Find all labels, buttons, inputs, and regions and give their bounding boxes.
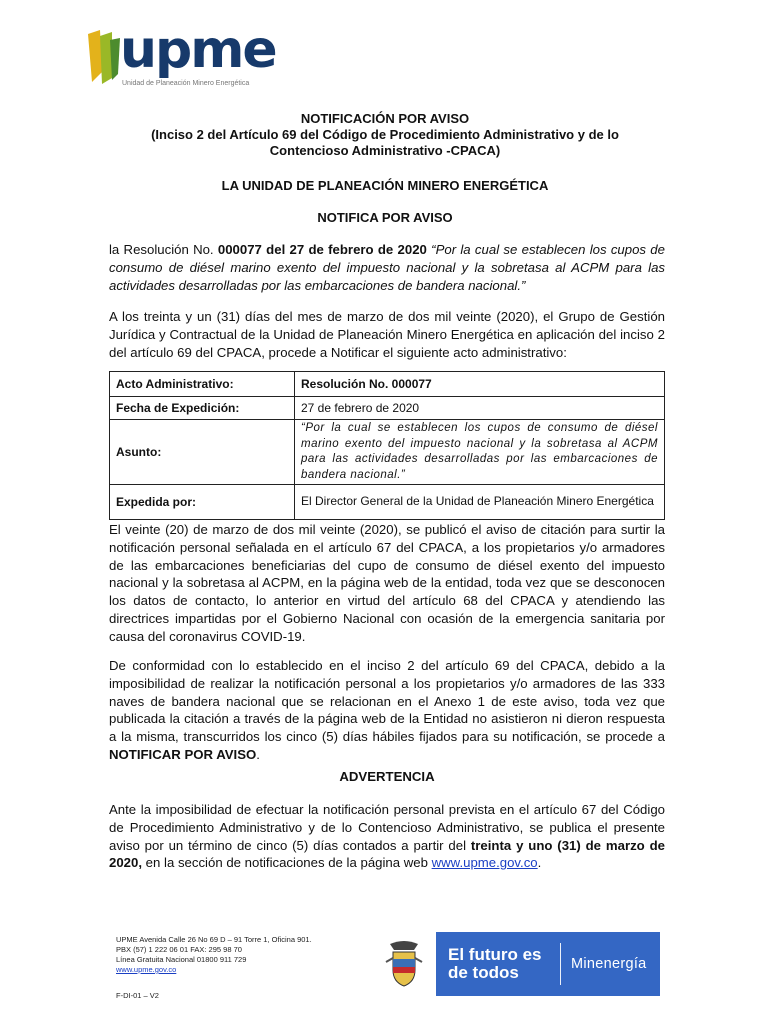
logo-subtitle: Unidad de Planeación Minero Energética	[122, 80, 250, 87]
table-value: Resolución No. 000077	[295, 372, 665, 397]
footer-web-link[interactable]: www.upme.gov.co	[116, 965, 177, 974]
conformity-text: De conformidad con lo establecido en el inciso 2 del artículo 69 del CPACA, debido a la imposibilidad de realizar la notificación personal a los propietarios y/o armadores de las 333 naves de bandera nacional que se relacionan en el Anexo 1 de este aviso, toda vez que publicada la citación a través de la página web de la Entidad no asistieron ni dieron respuesta a la misma, transcurridos los cinco (5) días hábiles fijados para su notificación, se procede a	[109, 658, 665, 745]
upme-leaf-icon	[86, 30, 122, 86]
advertencia-end: .	[537, 855, 542, 871]
table-key: Expedida por:	[110, 485, 295, 520]
conformity-paragraph	[109, 657, 665, 764]
citation-paragraph: El veinte (20) de marzo de dos mil veinte (2020), se publicó el aviso de citación para surtir la notificación personal señalada en el artículo 67 del CPACA, a los propietarios y/o armadores de las embarcaciones beneficiarias del cupo de consumo de diésel exento del impuesto nacional y la sobretasa al ACPM, en la página web de la entidad, toda vez que se desconocen los datos de contacto, lo anterior en virtud del artículo 68 del CPACA y atendiendo las directrices impartidas por el Gobierno Nacional con ocasión de la emergencia sanitaria por causa del coronavirus COVID-19.	[109, 522, 665, 644]
title-line: NOTIFICACIÓN POR AVISO	[300, 111, 470, 126]
advertencia-date: treinta y uno (31) de marzo de 2020,	[109, 837, 665, 871]
advertencia-text: Ante la imposibilidad de efectuar la notificación personal prevista en el artículo 67 del Código de Procedimiento Administrativo y de lo Contencioso Administrativo, se publica el presente aviso por un término de cinco (5) días contados a partir del	[109, 802, 665, 853]
logo-wordmark: upme	[120, 20, 276, 80]
document-title	[100, 111, 670, 159]
table-row	[110, 372, 665, 397]
footer-hotline: Línea Gratuita Nacional 01800 911 729	[116, 955, 247, 964]
resolution-paragraph	[109, 241, 665, 294]
table-key: Acto Administrativo:	[110, 372, 295, 397]
form-code: F-DI-01 – V2	[116, 991, 159, 1000]
entity-heading: LA UNIDAD DE PLANEACIÓN MINERO ENERGÉTICA	[221, 178, 549, 193]
table-row	[110, 397, 665, 420]
advertencia-paragraph	[109, 801, 665, 872]
table-row	[110, 420, 665, 485]
table-value: El Director General de la Unidad de Planeación Minero Energética	[295, 485, 665, 520]
table-row	[110, 485, 665, 520]
website-link[interactable]: www.upme.gov.co	[431, 855, 538, 871]
conformity-end: .	[256, 746, 260, 762]
colombia-coat-of-arms-icon	[372, 932, 436, 996]
resolution-title: “Por la cual se establecen los cupos de consumo de diésel marino exento del impuesto nacional y la sobretasa al ACPM para las actividades desarrolladas por las embarcaciones de bandera nacional.”	[109, 242, 665, 293]
footer-contact	[116, 935, 312, 1001]
notificar-bold: NOTIFICAR POR AVISO	[109, 746, 257, 762]
upme-logo	[86, 20, 276, 94]
intro-paragraph: A los treinta y un (31) días del mes de marzo de dos mil veinte (2020), el Grupo de Gestión Jurídica y Contractual de la Unidad de Planeación Minero Energética en aplicación del inciso 2 del artículo 69 del CPACA, procede a Notificar el siguiente acto administrativo:	[109, 309, 665, 360]
action-heading: NOTIFICA POR AVISO	[317, 210, 453, 225]
table-value: “Por la cual se establecen los cupos de consumo de diésel marino exento del impuesto nacional y la sobretasa al ACPM para las actividades desarrolladas por las embarcaciones de bandera nacional.”	[295, 420, 665, 485]
subtitle-line-2: Contencioso Administrativo -CPACA)	[269, 143, 501, 158]
table-key: Asunto:	[110, 420, 295, 485]
ministry-name: Minenergía	[571, 956, 647, 972]
advertencia-heading: ADVERTENCIA	[339, 769, 435, 784]
government-slogan: El futuro es de todos	[448, 945, 542, 982]
resolution-lead: la Resolución No.	[109, 242, 218, 257]
banner-divider	[560, 943, 561, 985]
footer-phone: PBX (57) 1 222 06 01 FAX: 295 98 70	[116, 945, 242, 954]
acto-administrativo-table	[109, 371, 665, 520]
advertencia-mid: en la sección de notificaciones de la página web	[142, 855, 432, 871]
table-value: 27 de febrero de 2020	[295, 397, 665, 420]
government-banner	[372, 932, 660, 996]
table-key: Fecha de Expedición:	[110, 397, 295, 420]
footer-address: UPME Avenida Calle 26 No 69 D – 91 Torre 1, Oficina 901.	[116, 935, 312, 944]
subtitle-line-1: (Inciso 2 del Artículo 69 del Código de Procedimiento Administrativo y de lo	[151, 127, 619, 142]
resolution-number: 000077 del 27 de febrero de 2020	[217, 242, 427, 257]
